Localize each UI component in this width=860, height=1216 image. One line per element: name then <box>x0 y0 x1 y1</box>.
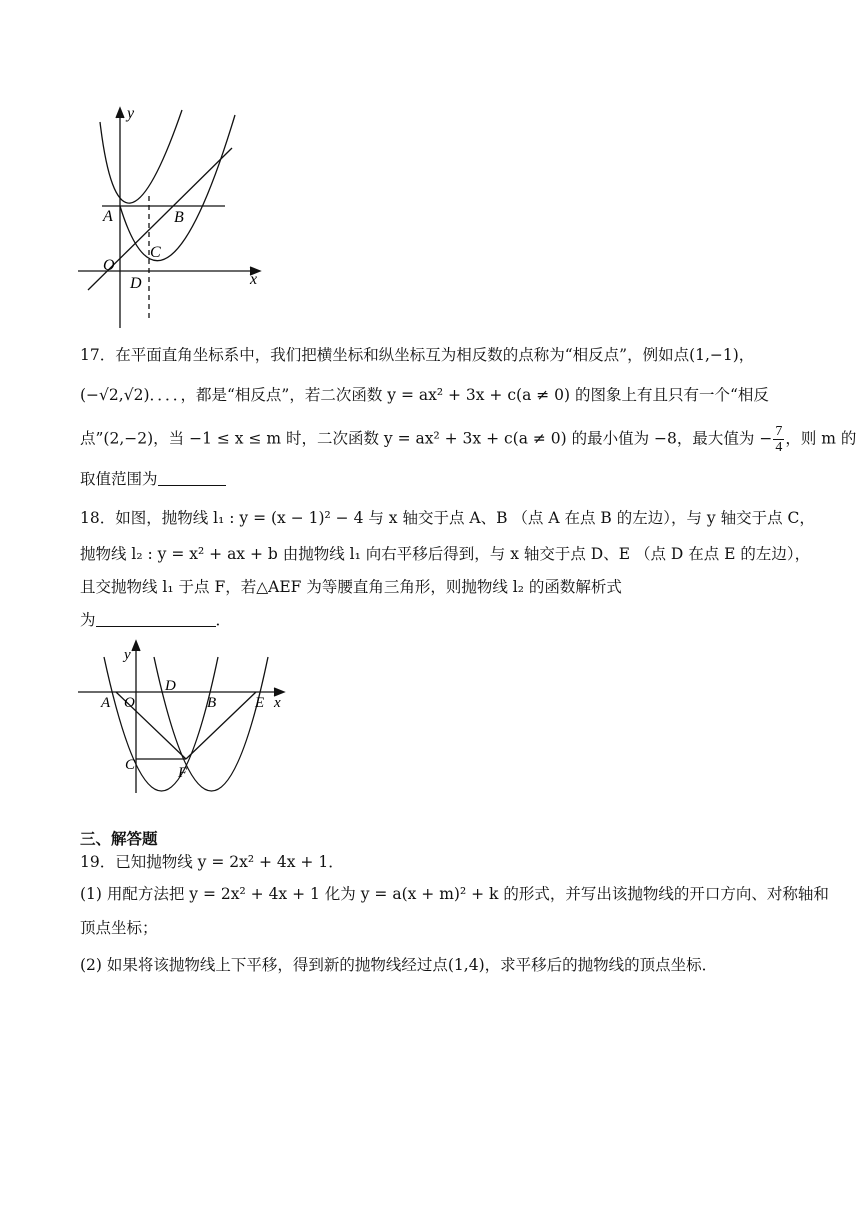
section-3-heading: 三、解答题 <box>80 829 158 848</box>
fraction-seven-fourths <box>773 424 784 455</box>
label-d-2: D <box>165 678 176 694</box>
parabola-1 <box>100 110 182 203</box>
q17-line-2: (−√2,√2)．．．．，都是“相反点”，若二次函数 y = ax² + 3x + c(a ≠ 0) 的图象上有且只有一个“相反 <box>80 386 769 404</box>
figure-2-parabolas-graph <box>70 635 300 800</box>
q18-line-1: 18．如图，抛物线 l₁ : y = (x − 1)² − 4 与 x 轴交于点 A、B （点 A 在点 B 的左边），与 y 轴交于点 C， <box>80 509 815 527</box>
label-o: O <box>103 257 115 274</box>
fraction-numerator: 7 <box>775 424 783 439</box>
q18-line-4 <box>80 609 231 631</box>
y-axis-2-arrow <box>132 641 140 651</box>
segment-ef <box>186 692 256 759</box>
q19-part-1-line-1: (1) 用配方法把 y = 2x² + 4x + 1 化为 y = a(x + m)² + k 的形式，并写出该抛物线的开口方向、对称轴和 <box>80 885 829 903</box>
q17-line-3 <box>80 424 856 455</box>
label-d: D <box>130 275 142 292</box>
q18-line-2: 抛物线 l₂ : y = x² + ax + b 由抛物线 l₁ 向右平移后得到，与 x 轴交于点 D、E （点 D 在点 E 的左边）， <box>80 545 811 563</box>
q18-answer-prefix: 为 <box>80 611 96 629</box>
q19-line-1: 19．已知抛物线 y = 2x² + 4x + 1． <box>80 853 344 871</box>
parabola-l1 <box>104 657 218 791</box>
label-x-2: x <box>274 695 281 711</box>
fraction-denominator: 4 <box>775 440 783 455</box>
q19-part-2: (2) 如果将该抛物线上下平移，得到新的抛物线经过点(1,4)，求平移后的抛物线的顶点坐标． <box>80 956 718 974</box>
q17-line-3-text: 点”(2,−2)，当 −1 ≤ x ≤ m 时，二次函数 y = ax² + 3x + c(a ≠ 0) 的最小值为 −8，最大值为 − <box>80 429 773 448</box>
label-f-2: F <box>178 765 188 781</box>
label-y: y <box>127 105 135 122</box>
label-a: A <box>103 208 113 225</box>
label-b: B <box>174 209 184 226</box>
q18-answer-blank[interactable] <box>96 610 216 627</box>
label-a-2: A <box>101 695 111 711</box>
label-c: C <box>150 244 161 261</box>
label-e-2: E <box>255 695 265 711</box>
q17-line-4 <box>80 468 226 490</box>
label-c-2: C <box>125 757 136 773</box>
label-y-2: y <box>124 647 131 663</box>
q17-answer-prompt: 取值范围为 <box>80 470 158 488</box>
q17-line-1: 17．在平面直角坐标系中，我们把横坐标和纵坐标互为相反数的点称为“相反点”，例如点(1,−1)， <box>80 346 755 364</box>
q17-line-3-end: ，则 m 的 <box>785 429 857 448</box>
figure-1-parabola-graph <box>70 100 280 335</box>
q18-answer-suffix: ． <box>215 611 232 629</box>
label-b-2: B <box>207 695 217 711</box>
q19-part-1-line-2: 顶点坐标； <box>80 919 158 937</box>
y-axis-arrow <box>116 108 124 118</box>
parabola-2 <box>120 115 235 261</box>
q17-answer-blank[interactable] <box>158 469 226 486</box>
label-o-2: O <box>124 695 135 711</box>
label-x: x <box>250 271 258 288</box>
q18-line-3: 且交抛物线 l₁ 于点 F，若△AEF 为等腰直角三角形，则抛物线 l₂ 的函数解析式 <box>80 578 622 596</box>
